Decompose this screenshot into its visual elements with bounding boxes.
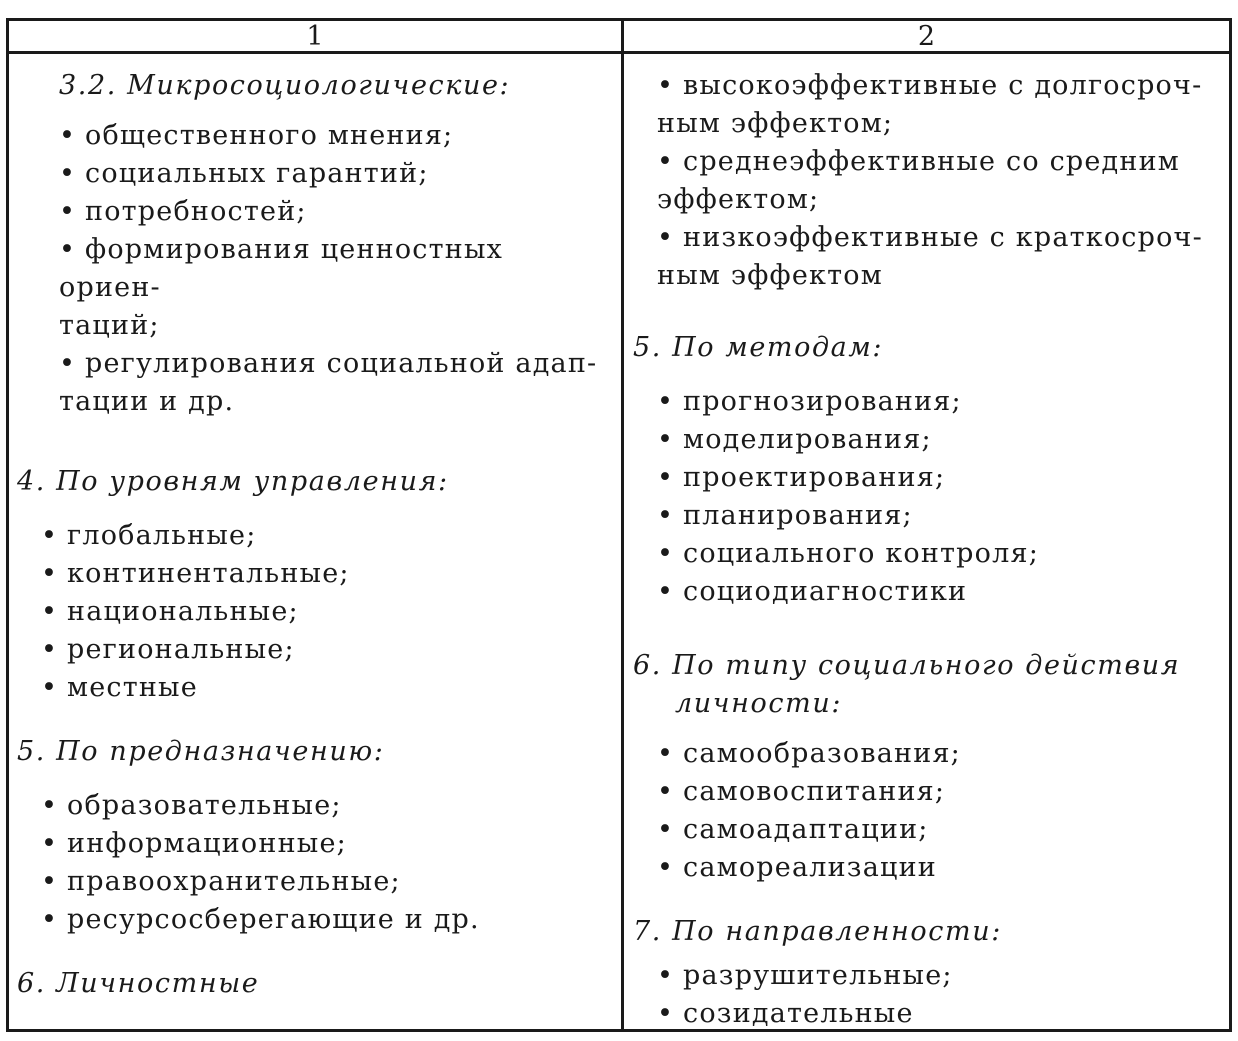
bullet-icon: • xyxy=(657,146,675,177)
section-heading: 5. По методам: xyxy=(633,332,884,363)
bullet-icon: • xyxy=(41,520,59,551)
bullet-icon: • xyxy=(657,462,675,493)
column-header-1: 1 xyxy=(306,21,324,52)
section-heading: 3.2. Микросоциологические: xyxy=(59,70,511,101)
list-item: • социодиагностики xyxy=(657,573,1223,611)
bullet-icon: • xyxy=(657,576,675,607)
section-management-levels xyxy=(17,463,613,707)
list-item: • региональные; xyxy=(41,631,613,669)
bullet-icon: • xyxy=(657,386,675,417)
bullet-icon: • xyxy=(657,738,675,769)
list-item: • регулирования социальной адап- тации и др. xyxy=(59,345,613,421)
item-list xyxy=(633,957,1223,1033)
section-purpose xyxy=(17,733,613,939)
list-item: • ресурсосберегающие и др. xyxy=(41,901,613,939)
bullet-icon: • xyxy=(59,158,77,189)
bullet-icon: • xyxy=(41,904,59,935)
list-item: • среднеэффективные со средним эффектом; xyxy=(657,143,1223,219)
section-heading: 7. По направленности: xyxy=(633,916,1002,947)
bullet-icon: • xyxy=(59,196,77,227)
list-item: • образовательные; xyxy=(41,787,613,825)
list-item: • самовоспитания; xyxy=(657,773,1223,811)
bullet-icon: • xyxy=(59,234,77,265)
bullet-icon: • xyxy=(41,558,59,589)
list-item: • низкоэффективные с краткосроч- ным эффектом xyxy=(657,219,1223,295)
bullet-icon: • xyxy=(41,866,59,897)
section-heading: 5. По предназначению: xyxy=(17,736,385,767)
list-item: • самообразования; xyxy=(657,735,1223,773)
list-item: • проектирования; xyxy=(657,459,1223,497)
item-list xyxy=(17,117,613,421)
bullet-icon: • xyxy=(657,424,675,455)
bullet-icon: • xyxy=(657,998,675,1029)
bullet-icon: • xyxy=(41,596,59,627)
bullet-icon: • xyxy=(657,222,675,253)
section-microsociological xyxy=(17,67,613,421)
section-personal xyxy=(17,965,613,1003)
list-item: • информационные; xyxy=(41,825,613,863)
item-list xyxy=(633,383,1223,611)
header-divider xyxy=(9,51,1229,54)
section-heading: 6. Личностные xyxy=(17,968,260,999)
list-item: • самореализации xyxy=(657,849,1223,887)
section-social-action xyxy=(633,647,1223,887)
column-header-2: 2 xyxy=(917,21,936,52)
list-item: • разрушительные; xyxy=(657,957,1223,995)
section-heading-continuation: личности: xyxy=(675,688,843,719)
right-column xyxy=(633,67,1223,1033)
bullet-icon: • xyxy=(41,634,59,665)
list-item: • прогнозирования; xyxy=(657,383,1223,421)
bullet-icon: • xyxy=(41,672,59,703)
section-methods xyxy=(633,329,1223,611)
bullet-icon: • xyxy=(59,348,77,379)
bullet-icon: • xyxy=(657,538,675,569)
list-item: • созидательные xyxy=(657,995,1223,1033)
list-item: • планирования; xyxy=(657,497,1223,535)
item-list xyxy=(17,787,613,939)
bullet-icon: • xyxy=(59,120,77,151)
item-list xyxy=(633,67,1223,295)
item-list xyxy=(633,735,1223,887)
list-item: • местные xyxy=(41,669,613,707)
bullet-icon: • xyxy=(657,70,675,101)
left-column xyxy=(17,67,613,1003)
column-divider xyxy=(621,21,624,1029)
bullet-icon: • xyxy=(657,500,675,531)
section-effectiveness xyxy=(633,67,1223,295)
list-item: • потребностей; xyxy=(59,193,613,231)
bullet-icon: • xyxy=(657,852,675,883)
list-item: • моделирования; xyxy=(657,421,1223,459)
section-heading: 4. По уровням управления: xyxy=(17,466,449,497)
item-list xyxy=(17,517,613,707)
list-item: • общественного мнения; xyxy=(59,117,613,155)
classification-table xyxy=(6,18,1232,1032)
list-item: • формирования ценностных ориен- таций; xyxy=(59,231,613,345)
list-item: • глобальные; xyxy=(41,517,613,555)
list-item: • национальные; xyxy=(41,593,613,631)
list-item: • континентальные; xyxy=(41,555,613,593)
list-item: • правоохранительные; xyxy=(41,863,613,901)
bullet-icon: • xyxy=(657,960,675,991)
bullet-icon: • xyxy=(41,828,59,859)
list-item: • самоадаптации; xyxy=(657,811,1223,849)
bullet-icon: • xyxy=(41,790,59,821)
list-item: • социальных гарантий; xyxy=(59,155,613,193)
list-item: • социального контроля; xyxy=(657,535,1223,573)
bullet-icon: • xyxy=(657,776,675,807)
section-direction xyxy=(633,913,1223,1033)
bullet-icon: • xyxy=(657,814,675,845)
section-heading: 6. По типу социального действия xyxy=(633,650,1181,681)
list-item: • высокоэффективные с долгосроч- ным эффектом; xyxy=(657,67,1223,143)
